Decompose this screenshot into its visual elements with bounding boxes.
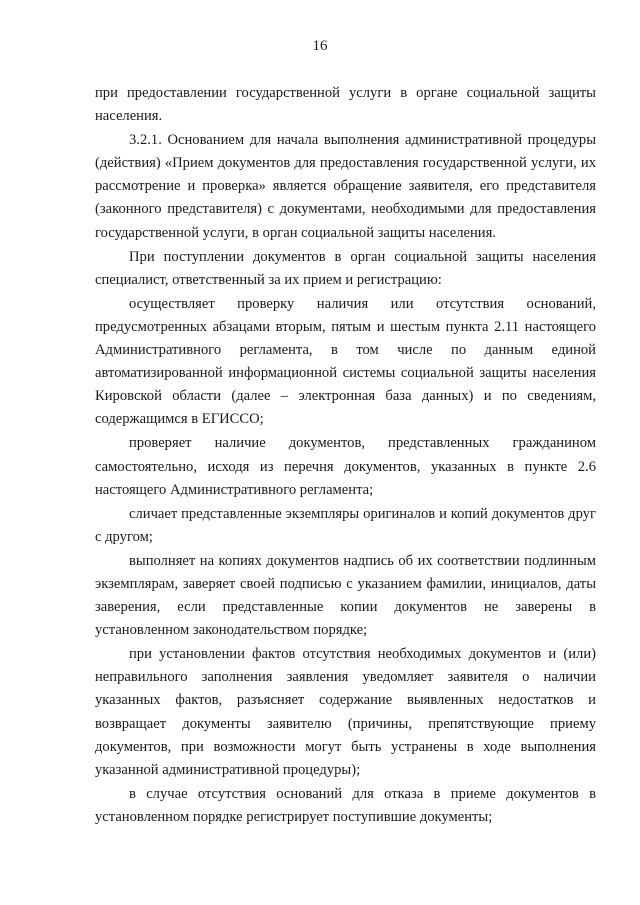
paragraph: При поступлении документов в орган социальной защиты населения специалист, ответственный за их прием и регистрацию: [95,248,596,288]
paragraph: осуществляет проверку наличия или отсутствия оснований, предусмотренных абзацами вторым, пятым и шестым пункта 2.11 настоящего Административного регламента, в том числе по данным единой автоматизированной информационной системы социальной защиты населения Кировской области (далее – электронная база данных) и по сведениям, содержащимся в ЕГИССО; [95,295,596,428]
document-body [95,82,596,829]
paragraph: при предоставлении государственной услуги в органе социальной защиты населения. [95,85,596,125]
paragraph: сличает представленные экземпляры оригиналов и копий документов друг с другом; [95,505,596,545]
paragraph: проверяет наличие документов, представленных гражданином самостоятельно, исходя из перечня документов, указанных в пункте 2.6 настоящего Административного регламента; [95,435,596,498]
page-number: 16 [312,38,328,54]
paragraph: при установлении фактов отсутствия необходимых документов и (или) неправильного заполнения заявления уведомляет заявителя о наличии указанных фактов, разъясняет содержание выявленных недостатков и возвращает документы заявителю (причины, препятствующие приему документов, при возможности могут быть устранены в ходе выполнения указанной административной процедуры); [95,646,596,778]
paragraph: 3.2.1. Основанием для начала выполнения административной процедуры (действия) «Прием документов для предоставления государственной услуги, их рассмотрение и проверка» является обращение заявителя, его представителя (законного представителя) с документами, необходимыми для предоставления государственной услуги, в орган социальной защиты населения. [95,132,596,241]
paragraph: в случае отсутствия оснований для отказа в приеме документов в установленном порядке регистрирует поступившие документы; [95,785,596,825]
paragraph: выполняет на копиях документов надпись об их соответствии подлинным экземплярам, заверяет своей подписью с указанием фамилии, инициалов, даты заверения, если представленные копии документов не заверены в установленном законодательством порядке; [95,552,596,639]
